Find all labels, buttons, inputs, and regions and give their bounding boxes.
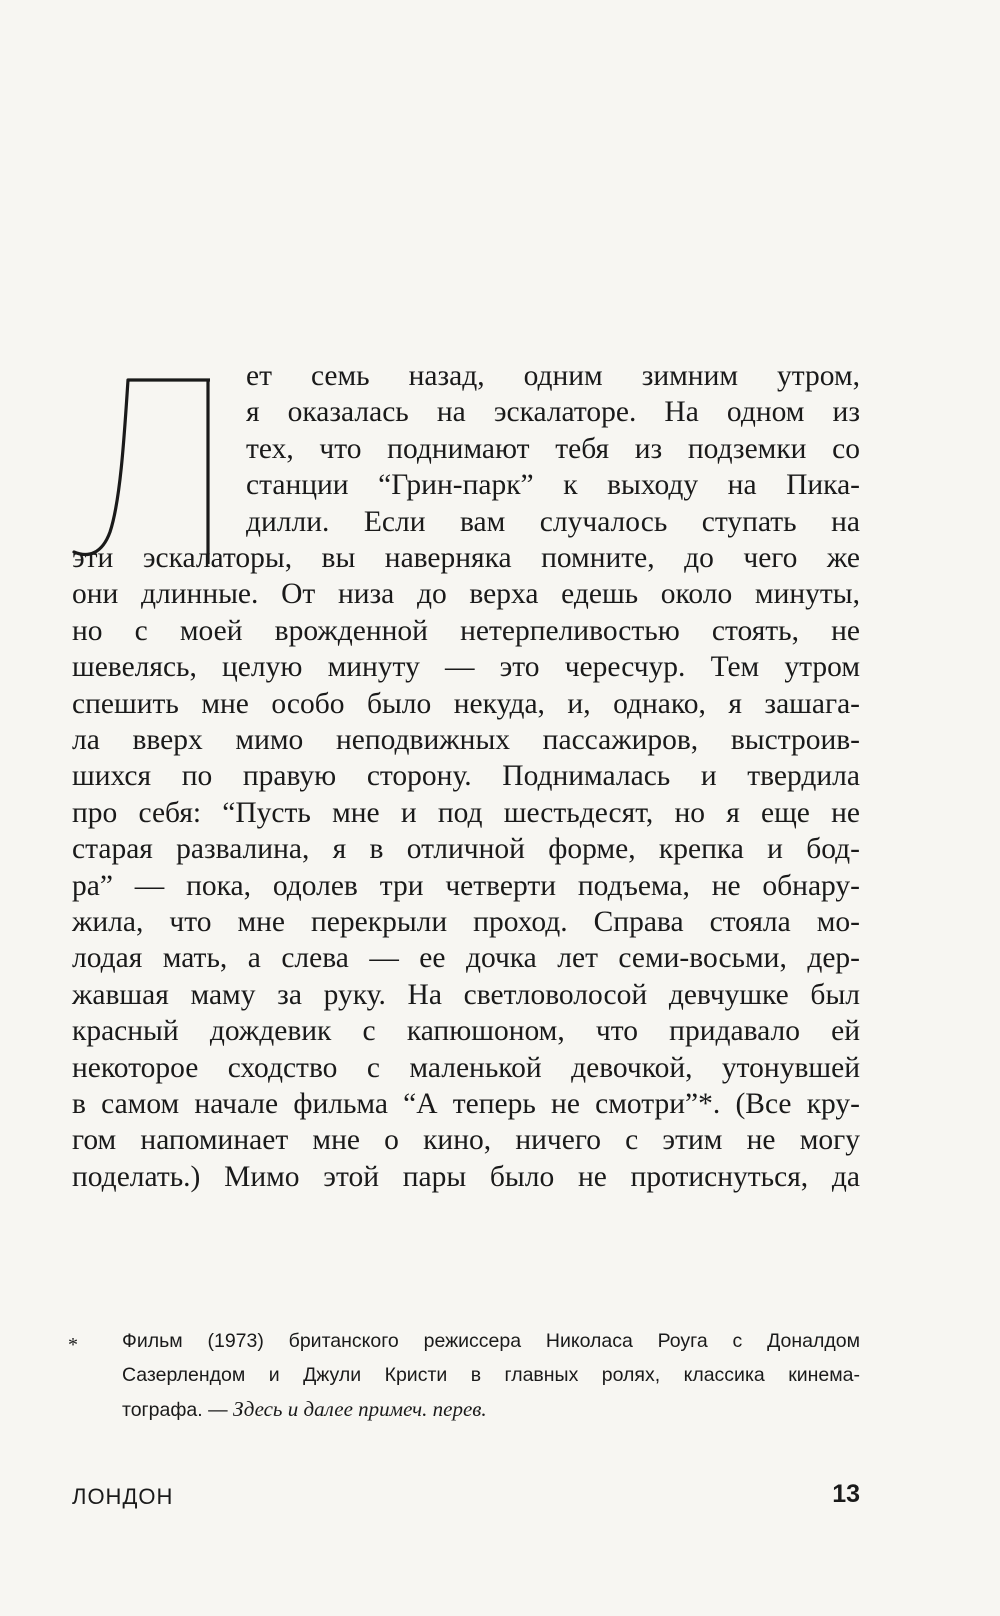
footnote-line xyxy=(122,1394,860,1424)
footnote-line: Сазерлендом и Джули Кристи в главных ролях, классика кинема- xyxy=(122,1364,860,1386)
text-line: лодая мать, а слева — ее дочка лет семи-восьми, дер- xyxy=(72,942,860,975)
footnote-text: тографа. — xyxy=(122,1399,234,1421)
text-line: они длинные. От низа до верха едешь около минуты, xyxy=(72,578,860,611)
text-line: некоторое сходство с маленькой девочкой, утонувшей xyxy=(72,1051,860,1084)
text-line: спешить мне особо было некуда, и, однако, я зашага- xyxy=(72,687,860,720)
text-line: про себя: “Пусть мне и под шестьдесят, но я еще не xyxy=(72,796,860,829)
text-line: ра” — пока, одолев три четверти подъема, не обнару- xyxy=(72,869,860,902)
text-line: жавшая маму за руку. На светловолосой девчушке был xyxy=(72,978,860,1011)
footnote-translator-note: Здесь и далее примеч. перев. xyxy=(233,1397,487,1421)
text-line: эти эскалаторы, вы наверняка помните, до чего же xyxy=(72,542,860,574)
text-line: старая развалина, я в отличной форме, крепка и бод- xyxy=(72,833,860,866)
text-line: ет семь назад, одним зимним утром, xyxy=(246,360,860,392)
page-number: 13 xyxy=(832,1480,860,1508)
text-line: шихся по правую сторону. Поднималась и твердила xyxy=(72,760,860,793)
text-line: гом напоминает мне о кино, ничего с этим не могу xyxy=(72,1124,860,1157)
text-line: жила, что мне перекрыли проход. Справа стояла мо- xyxy=(72,906,860,938)
dropcap-letter xyxy=(70,372,210,564)
text-line: я оказалась на эскалаторе. На одном из xyxy=(246,396,860,429)
text-line: тех, что поднимают тебя из подземки со xyxy=(246,432,860,465)
text-line: дилли. Если вам случалось ступать на xyxy=(246,505,860,538)
footnote-mark: * xyxy=(68,1334,78,1356)
text-line: красный дождевик с капюшоном, что придавало ей xyxy=(72,1015,860,1048)
text-line: станции “Грин-парк” к выходу на Пика- xyxy=(246,469,860,502)
running-head: ЛОНДОН xyxy=(72,1484,174,1509)
text-line: но с моей врожденной нетерпеливостью стоять, не xyxy=(72,614,860,647)
text-line: ла вверх мимо неподвижных пассажиров, выстроив- xyxy=(72,724,860,756)
text-line: шевелясь, целую минуту — это чересчур. Тем утром xyxy=(72,651,860,684)
text-line: поделать.) Мимо этой пары было не протиснуться, да xyxy=(72,1160,860,1193)
text-line: в самом начале фильма “А теперь не смотри”*. (Все кру- xyxy=(72,1088,860,1120)
footnote-line: Фильм (1973) британского режиссера Николаса Роуга с Доналдом xyxy=(122,1330,860,1352)
